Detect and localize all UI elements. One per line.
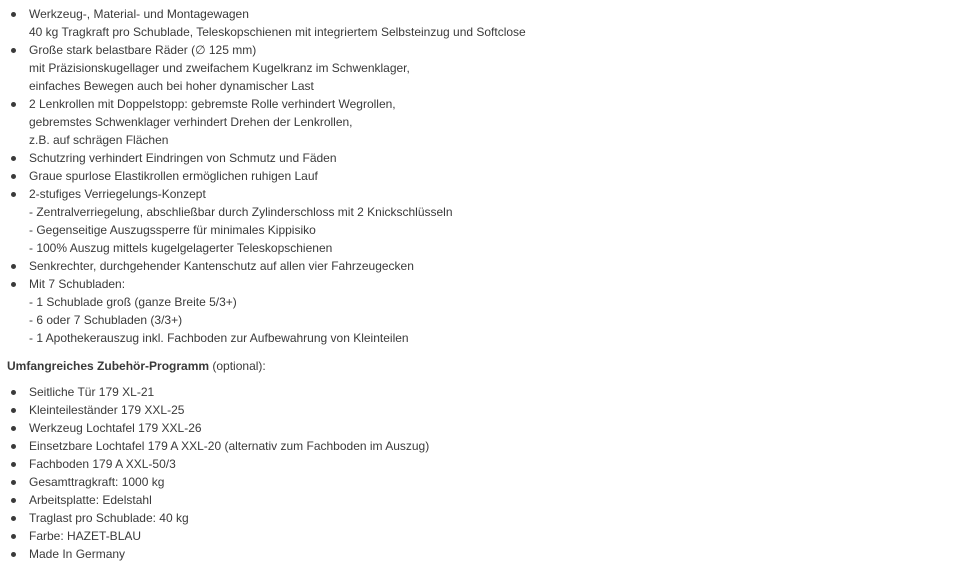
feature-line: - Zentralverriegelung, abschließbar durch Zylinderschloss mit 2 Knickschlüsseln [29,205,453,219]
accessory-label: Werkzeug Lochtafel 179 XXL-26 [29,421,202,435]
bullet-icon [11,282,16,287]
accessory-label: Kleinteileständer 179 XXL-25 [29,403,185,417]
feature-item [7,149,956,167]
bullet-icon [11,174,16,179]
feature-line: Schutzring verhindert Eindringen von Schmutz und Fäden [29,151,337,165]
feature-line: Graue spurlose Elastikrollen ermöglichen ruhigen Lauf [29,169,318,183]
feature-line: 2 Lenkrollen mit Doppelstopp: gebremste Rolle verhindert Wegrollen, [29,97,396,111]
feature-item [7,5,956,41]
accessory-label: Seitliche Tür 179 XL-21 [29,385,155,399]
bullet-icon [11,102,16,107]
accessories-list [7,383,956,563]
accessories-heading [7,357,956,375]
feature-line: Senkrechter, durchgehender Kantenschutz auf allen vier Fahrzeugecken [29,259,414,273]
accessory-label: Fachboden 179 A XXL-50/3 [29,457,176,471]
feature-line: - 100% Auszug mittels kugelgelagerter Teleskopschienen [29,241,333,255]
feature-item [7,185,956,257]
bullet-icon [11,426,16,431]
feature-line: mit Präzisionskugellager und zweifachem Kugelkranz im Schwenklager, [29,61,410,75]
accessory-label: Made In Germany [29,547,126,561]
feature-line: - 1 Schublade groß (ganze Breite 5/3+) [29,295,237,309]
accessories-heading-note: (optional): [209,359,266,373]
feature-line: Große stark belastbare Räder (∅ 125 mm) [29,43,257,57]
accessory-item [7,491,956,509]
feature-line: 2-stufiges Verriegelungs-Konzept [29,187,206,201]
feature-line: 40 kg Tragkraft pro Schublade, Teleskopschienen mit integriertem Selbsteinzug und Softclose [29,25,526,39]
accessory-item [7,383,956,401]
accessory-item [7,545,956,563]
accessories-heading-bold: Umfangreiches Zubehör-Programm [7,359,210,373]
bullet-icon [11,480,16,485]
feature-line: gebremstes Schwenklager verhindert Drehen der Lenkrollen, [29,115,353,129]
accessory-label: Traglast pro Schublade: 40 kg [29,511,189,525]
features-list [7,5,956,347]
accessory-label: Arbeitsplatte: Edelstahl [29,493,152,507]
bullet-icon [11,264,16,269]
feature-line: Werkzeug-, Material- und Montagewagen [29,7,249,21]
accessory-label: Einsetzbare Lochtafel 179 A XXL-20 (alternativ zum Fachboden im Auszug) [29,439,430,453]
feature-line: einfaches Bewegen auch bei hoher dynamischer Last [29,79,314,93]
feature-item [7,41,956,95]
bullet-icon [11,534,16,539]
accessory-item [7,419,956,437]
feature-item [7,95,956,149]
bullet-icon [11,552,16,557]
bullet-icon [11,408,16,413]
feature-line: z.B. auf schrägen Flächen [29,133,169,147]
feature-item [7,167,956,185]
accessory-label: Gesamttragkraft: 1000 kg [29,475,165,489]
bullet-icon [11,390,16,395]
accessory-item [7,527,956,545]
bullet-icon [11,462,16,467]
feature-item [7,257,956,275]
feature-item [7,275,956,347]
feature-line: - 1 Apothekerauszug inkl. Fachboden zur Aufbewahrung von Kleinteilen [29,331,409,345]
bullet-icon [11,156,16,161]
bullet-icon [11,444,16,449]
accessory-item [7,455,956,473]
bullet-icon [11,498,16,503]
accessory-item [7,437,956,455]
bullet-icon [11,516,16,521]
feature-line: Mit 7 Schubladen: [29,277,126,291]
product-description [7,5,956,563]
bullet-icon [11,12,16,17]
accessory-item [7,509,956,527]
feature-line: - Gegenseitige Auszugssperre für minimales Kippisiko [29,223,316,237]
bullet-icon [11,48,16,53]
bullet-icon [11,192,16,197]
feature-line: - 6 oder 7 Schubladen (3/3+) [29,313,183,327]
accessory-item [7,473,956,491]
accessory-label: Farbe: HAZET-BLAU [29,529,142,543]
accessory-item [7,401,956,419]
